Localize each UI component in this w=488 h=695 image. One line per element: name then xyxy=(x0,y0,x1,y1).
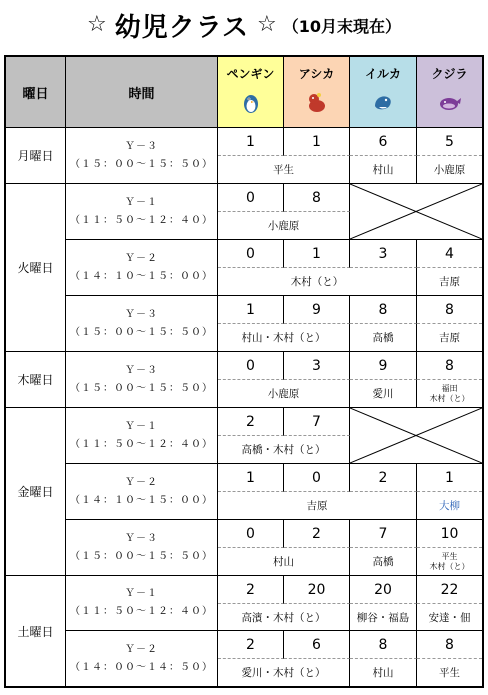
count-cell: 8 xyxy=(417,352,482,380)
teacher-cell: 小鹿原 xyxy=(218,380,350,408)
count-cell: 0 xyxy=(284,464,350,492)
no-class-cell xyxy=(350,184,482,240)
count-cell: 3 xyxy=(350,240,417,268)
slot-code: Ｙ－２ xyxy=(125,476,158,488)
star-icon: ☆ xyxy=(256,12,277,37)
count-cell: 20 xyxy=(350,576,417,604)
count-cell: 4 xyxy=(417,240,482,268)
count-cell: 8 xyxy=(350,296,417,324)
slot-time: （１４：１０～１５：００） xyxy=(70,270,213,282)
teacher-cell: 小鹿原 xyxy=(218,212,350,240)
count-cell: 6 xyxy=(284,631,350,659)
teacher-cell: 安達・佃 xyxy=(417,604,482,631)
teacher-cell: 高濱・木村（と） xyxy=(218,604,350,631)
teacher-cell: 吉原 xyxy=(218,492,417,520)
day-cell: 金曜日 xyxy=(6,408,66,576)
slot-code: Ｙ－１ xyxy=(125,196,158,208)
time-slot xyxy=(66,576,218,631)
count-cell: 5 xyxy=(417,128,482,156)
time-slot xyxy=(66,408,218,464)
class-name: クジラ xyxy=(431,67,468,81)
count-cell: 1 xyxy=(218,128,284,156)
day-cell: 木曜日 xyxy=(6,352,66,408)
slot-time: （１５：００～１５：５０） xyxy=(70,158,213,170)
class-name: イルカ xyxy=(364,67,401,81)
teacher-cell: 柳谷・福島 xyxy=(350,604,417,631)
title-bar xyxy=(0,0,488,50)
count-cell: 8 xyxy=(417,296,482,324)
teacher-cell: 大柳 xyxy=(417,492,482,520)
teacher-cell: 高橋 xyxy=(350,548,417,576)
count-cell: 10 xyxy=(417,520,482,548)
header-time: 時間 xyxy=(66,57,218,128)
slot-time: （１５：００～１５：５０） xyxy=(70,550,213,562)
teacher-cell xyxy=(417,380,482,408)
slot-time: （１５：００～１５：５０） xyxy=(70,326,213,338)
page-title: 幼児クラス xyxy=(114,12,249,43)
time-slot xyxy=(66,464,218,520)
count-cell: 7 xyxy=(284,408,350,436)
slot-time: （１５：００～１５：５０） xyxy=(70,382,213,394)
time-slot xyxy=(66,520,218,576)
teacher-cell: 高橋 xyxy=(350,324,417,352)
time-slot xyxy=(66,184,218,240)
count-cell: 0 xyxy=(218,520,284,548)
class-name: アシカ xyxy=(298,67,335,81)
teacher-cell: 高橋・木村（と） xyxy=(218,436,350,464)
slot-code: Ｙ－２ xyxy=(125,643,158,655)
teacher-cell: 吉原 xyxy=(417,324,482,352)
count-cell: 1 xyxy=(284,240,350,268)
teacher-cell: 村山 xyxy=(218,548,350,576)
teacher-cell: 平生 xyxy=(439,667,460,679)
page-subtitle: （10月末現在） xyxy=(282,16,401,36)
count-cell: 8 xyxy=(350,631,417,659)
slot-code: Ｙ－３ xyxy=(125,308,158,320)
no-class-cell xyxy=(350,408,482,464)
time-slot xyxy=(66,128,218,184)
teacher-name: 福田 xyxy=(441,383,458,393)
slot-time: （１４：００～１４：５０） xyxy=(70,661,213,673)
count-cell: 1 xyxy=(284,128,350,156)
count-cell: 0 xyxy=(218,352,284,380)
teacher-name: 木村（と） xyxy=(429,561,470,571)
schedule-table xyxy=(4,55,484,688)
teacher-cell: 平生 xyxy=(218,156,350,184)
teacher-cell: 愛川 xyxy=(350,380,417,408)
header-day: 曜日 xyxy=(6,57,66,128)
teacher-cell: 木村（と） xyxy=(218,268,417,296)
count-cell: 9 xyxy=(350,352,417,380)
count-cell: 2 xyxy=(284,520,350,548)
count-cell: 20 xyxy=(284,576,350,604)
count-cell: 8 xyxy=(284,184,350,212)
header-class-whale xyxy=(417,57,482,128)
teacher-cell: 村山 xyxy=(350,659,417,686)
dolphin-icon xyxy=(371,90,395,114)
count-cell: 22 xyxy=(417,576,482,604)
slot-time: （１１：５０～１２：４０） xyxy=(70,606,213,617)
header-class-dolphin xyxy=(350,57,417,128)
count-cell: 0 xyxy=(218,240,284,268)
slot-time: （１４：１０～１５：００） xyxy=(70,494,213,506)
class-name: ペンギン xyxy=(226,67,275,81)
day-cell: 火曜日 xyxy=(6,184,66,352)
slot-code: Ｙ－１ xyxy=(125,588,158,599)
teacher-cell: 吉原 xyxy=(417,268,482,296)
header-class-sea-lion xyxy=(284,57,350,128)
count-cell: 2 xyxy=(218,631,284,659)
count-cell: 9 xyxy=(284,296,350,324)
count-cell: 1 xyxy=(218,296,284,324)
slot-code: Ｙ－１ xyxy=(125,420,158,432)
teacher-cell: 村山・木村（と） xyxy=(218,324,350,352)
star-icon: ☆ xyxy=(87,12,107,37)
sea-lion-icon xyxy=(305,90,329,114)
teacher-name: 木村（と） xyxy=(429,393,470,403)
slot-code: Ｙ－３ xyxy=(125,364,158,376)
count-cell: 2 xyxy=(218,576,284,604)
teacher-cell: 村山 xyxy=(350,156,417,184)
time-slot xyxy=(66,631,218,686)
time-slot xyxy=(66,240,218,296)
whale-icon xyxy=(438,90,462,114)
slot-time: （１１：５０～１２：４０） xyxy=(70,214,213,226)
count-cell: 6 xyxy=(350,128,417,156)
cross-out-mark xyxy=(350,408,482,463)
teacher-cell: 愛川・木村（と） xyxy=(218,659,350,686)
count-cell: 1 xyxy=(218,464,284,492)
time-slot xyxy=(66,352,218,408)
count-cell: 2 xyxy=(218,408,284,436)
slot-code: Ｙ－２ xyxy=(125,252,158,264)
time-slot xyxy=(66,296,218,352)
count-cell: 2 xyxy=(350,464,417,492)
count-cell: 8 xyxy=(417,631,482,659)
count-cell: 3 xyxy=(284,352,350,380)
count-cell: 0 xyxy=(218,184,284,212)
day-cell: 土曜日 xyxy=(6,576,66,686)
teacher-cell: 小鹿原 xyxy=(417,156,482,184)
penguin-icon xyxy=(239,90,263,114)
count-cell: 7 xyxy=(350,520,417,548)
cross-out-mark xyxy=(350,184,482,239)
slot-time: （１１：５０～１２：４０） xyxy=(70,438,213,450)
day-cell: 月曜日 xyxy=(6,128,66,184)
slot-code: Ｙ－３ xyxy=(125,140,158,152)
teacher-cell xyxy=(417,548,482,576)
count-cell: 1 xyxy=(417,464,482,492)
teacher-name: 平生 xyxy=(441,551,458,561)
header-class-penguin xyxy=(218,57,284,128)
slot-code: Ｙ－３ xyxy=(125,532,158,544)
